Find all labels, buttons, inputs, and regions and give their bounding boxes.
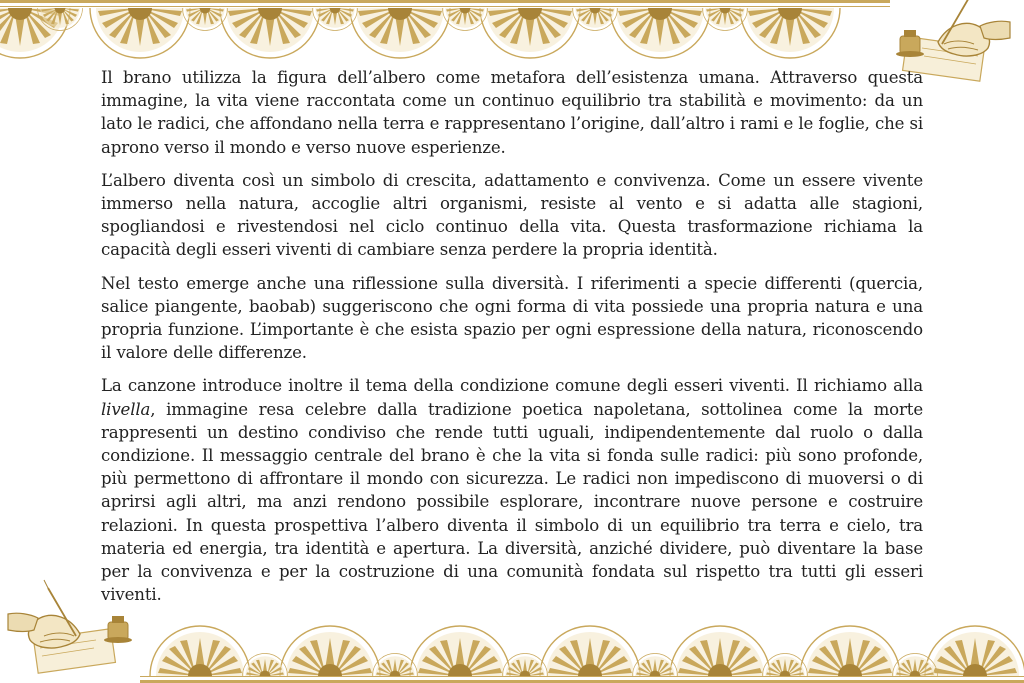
- paragraph-4: [101, 374, 923, 606]
- paragraph-4-end: , immagine resa celebre dalla tradizione poetica napoletana, sottolinea come la morte rappresenti un destino condiviso che rende tutti uguali, indipendentemente dal ruolo o dalla condizione. Il messaggio centrale del brano è che la vita si fonda sulle radici: più sono profonde, più permettono di affrontare il mondo con sicurezza. Le radici non impediscono di muoversi o di aprirsi agli altri, ma anzi rendono possibile esplorare, incontrare nuove persone e costruire relazioni. In questa prospettiva l’albero diventa il simbolo di un equilibrio tra terra e cielo, tra materia ed energia, tra identità e apertura. La diversità, anziché dividere, può diventare la base per la convivenza e per la costruzione di una comunità fondata sul rispetto tra tutti gli esseri viventi.: [101, 399, 923, 605]
- paragraph-2: L’albero diventa così un simbolo di crescita, adattamento e convivenza. Come un essere vivente immerso nella natura, accoglie altri organismi, resiste al vento e si adatta alle stagioni, spogliandosi e rivestendosi nel ciclo continuo della vita. Questa trasformazione richiama la capacità degli esseri viventi di cambiare senza perdere la propria identità.: [101, 170, 923, 260]
- paragraph-3: Nel testo emerge anche una riflessione sulla diversità. I riferimenti a specie differenti (quercia, salice piangente, baobab) suggeriscono che ogni forma di vita possiede una propria natura e una propria funzione. L’importante è che esista spazio per ogni espressione della natura, riconoscendo il valore delle differenze.: [101, 273, 923, 363]
- top-border: [0, 0, 890, 58]
- paragraph-1: Il brano utilizza la figura dell’albero come metafora dell’esistenza umana. Attraverso questa immagine, la vita viene raccontata come un continuo equilibrio tra stabilità e movimento: da un lato le radici, che affondano nella terra e rappresentano l’origine, dall’altro i rami e le foglie, che si aprono verso il mondo e verso nuove esperienze.: [101, 68, 923, 157]
- paragraph-4-italic-term: livella: [101, 399, 151, 419]
- paragraph-4-start: La canzone introduce inoltre il tema della condizione comune degli esseri viventi. Il richiamo alla: [101, 376, 923, 396]
- body-text: [101, 66, 923, 616]
- bottom-border: [140, 626, 1024, 683]
